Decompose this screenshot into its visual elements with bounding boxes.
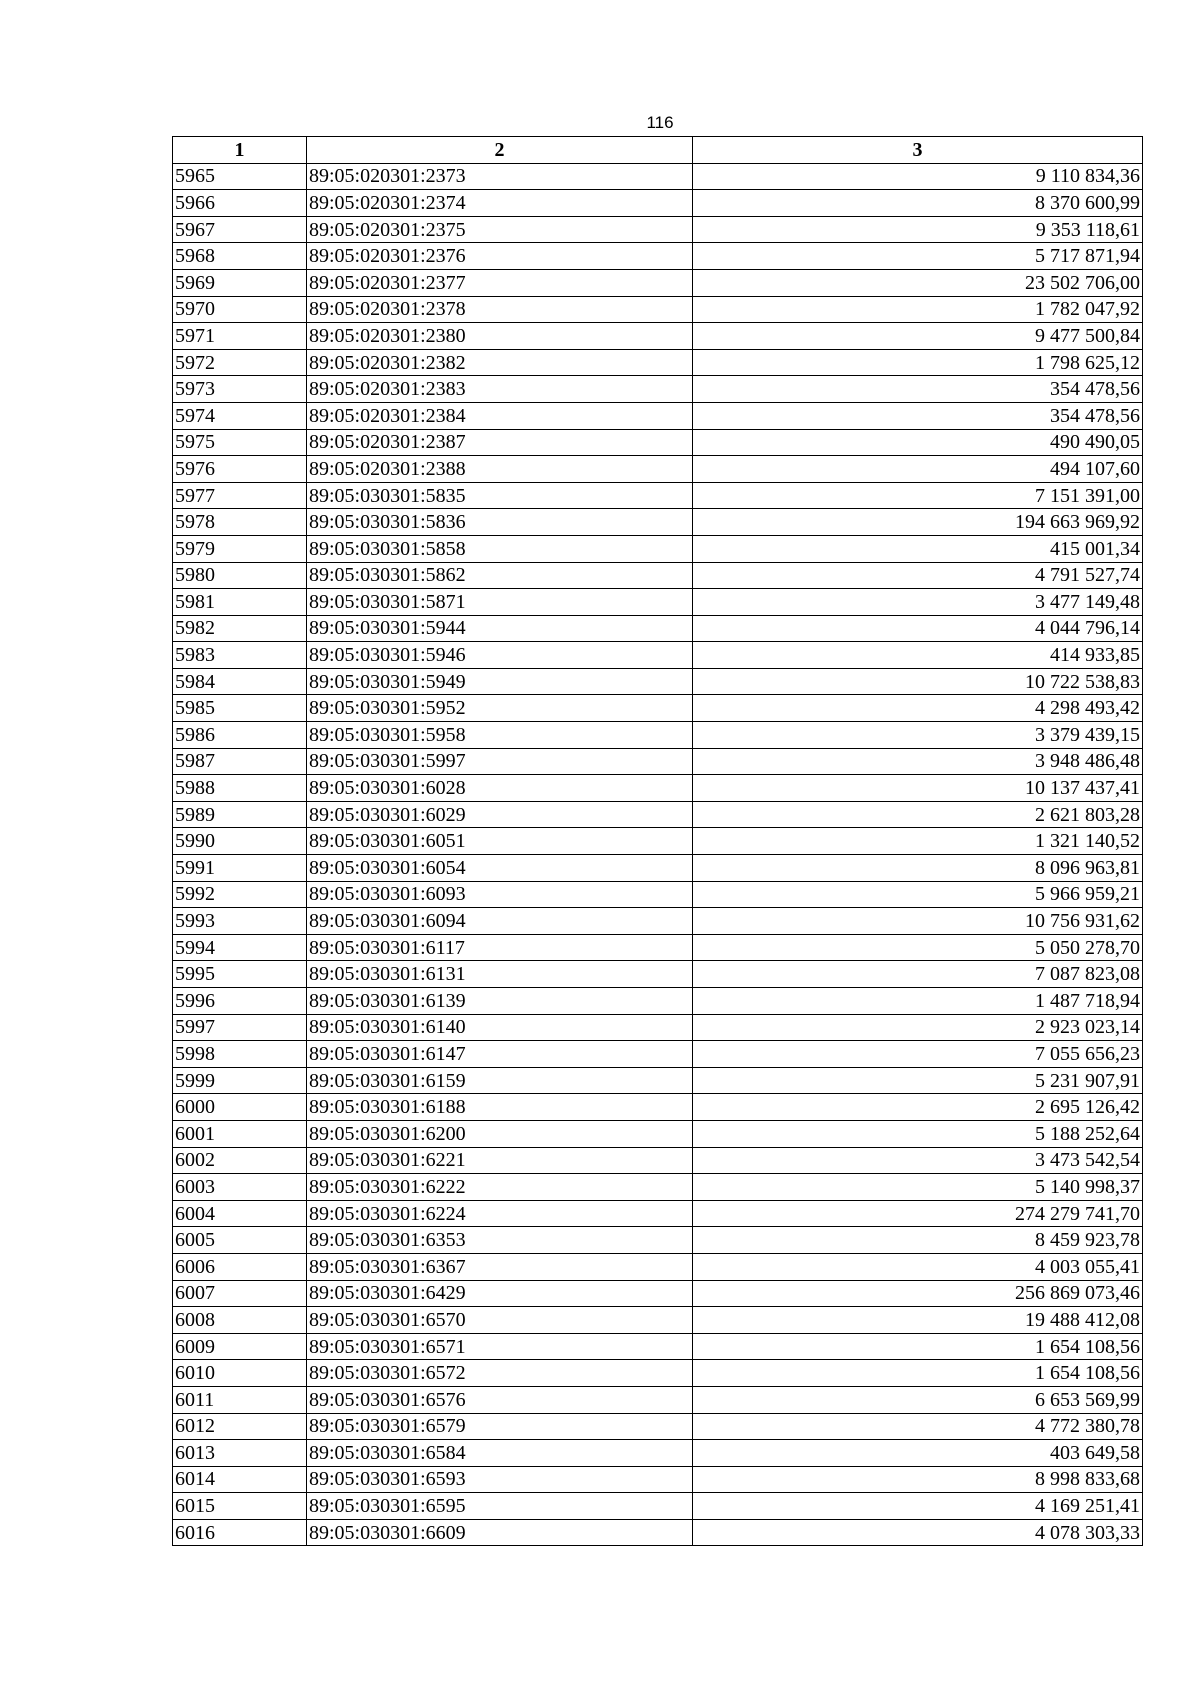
row-number-cell: 5990 [173, 828, 307, 855]
cadastral-value-cell: 3 379 439,15 [693, 722, 1143, 749]
table-row [173, 1440, 1143, 1467]
row-number-cell: 5976 [173, 456, 307, 483]
table-row [173, 1041, 1143, 1068]
table-row [173, 1147, 1143, 1174]
row-number-cell: 5997 [173, 1014, 307, 1041]
row-number-cell: 5965 [173, 163, 307, 190]
row-number-cell: 6000 [173, 1094, 307, 1121]
cadastral-value-cell: 403 649,58 [693, 1440, 1143, 1467]
cadastral-value-table [172, 136, 1143, 1546]
cadastral-number-cell: 89:05:030301:6429 [307, 1280, 693, 1307]
cadastral-value-cell: 1 654 108,56 [693, 1333, 1143, 1360]
cadastral-number-cell: 89:05:030301:6221 [307, 1147, 693, 1174]
cadastral-number-cell: 89:05:020301:2378 [307, 296, 693, 323]
cadastral-number-cell: 89:05:030301:6609 [307, 1519, 693, 1546]
table-row [173, 349, 1143, 376]
row-number-cell: 6013 [173, 1440, 307, 1467]
row-number-cell: 5996 [173, 988, 307, 1015]
cadastral-value-cell: 494 107,60 [693, 456, 1143, 483]
row-number-cell: 5980 [173, 562, 307, 589]
cadastral-value-cell: 274 279 741,70 [693, 1200, 1143, 1227]
cadastral-number-cell: 89:05:030301:5946 [307, 642, 693, 669]
table-row [173, 1280, 1143, 1307]
table-row [173, 722, 1143, 749]
cadastral-number-cell: 89:05:030301:6572 [307, 1360, 693, 1387]
cadastral-value-cell: 3 948 486,48 [693, 748, 1143, 775]
cadastral-value-cell: 1 782 047,92 [693, 296, 1143, 323]
cadastral-value-cell: 2 695 126,42 [693, 1094, 1143, 1121]
table-row [173, 1120, 1143, 1147]
row-number-cell: 5971 [173, 323, 307, 350]
row-number-cell: 5970 [173, 296, 307, 323]
row-number-cell: 5967 [173, 216, 307, 243]
cadastral-number-cell: 89:05:030301:6140 [307, 1014, 693, 1041]
row-number-cell: 5982 [173, 615, 307, 642]
table-row [173, 775, 1143, 802]
table-row [173, 589, 1143, 616]
cadastral-number-cell: 89:05:030301:6131 [307, 961, 693, 988]
cadastral-number-cell: 89:05:030301:5958 [307, 722, 693, 749]
table-row [173, 1386, 1143, 1413]
table-row [173, 961, 1143, 988]
cadastral-value-cell: 4 044 796,14 [693, 615, 1143, 642]
page-number: 116 [646, 113, 674, 132]
cadastral-value-cell: 10 722 538,83 [693, 668, 1143, 695]
cadastral-number-cell: 89:05:030301:5949 [307, 668, 693, 695]
cadastral-value-cell: 8 998 833,68 [693, 1466, 1143, 1493]
table-row [173, 535, 1143, 562]
cadastral-number-cell: 89:05:020301:2375 [307, 216, 693, 243]
cadastral-value-cell: 5 717 871,94 [693, 243, 1143, 270]
table-row [173, 190, 1143, 217]
cadastral-number-cell: 89:05:030301:5997 [307, 748, 693, 775]
row-number-cell: 6012 [173, 1413, 307, 1440]
cadastral-number-cell: 89:05:030301:6028 [307, 775, 693, 802]
row-number-cell: 6002 [173, 1147, 307, 1174]
cadastral-number-cell: 89:05:020301:2387 [307, 429, 693, 456]
cadastral-value-cell: 1 654 108,56 [693, 1360, 1143, 1387]
cadastral-number-cell: 89:05:020301:2384 [307, 402, 693, 429]
row-number-cell: 6001 [173, 1120, 307, 1147]
column-header-1: 1 [173, 137, 307, 164]
row-number-cell: 6014 [173, 1466, 307, 1493]
row-number-cell: 5966 [173, 190, 307, 217]
cadastral-value-cell: 3 473 542,54 [693, 1147, 1143, 1174]
table-body [173, 163, 1143, 1546]
cadastral-value-cell: 4 003 055,41 [693, 1253, 1143, 1280]
cadastral-value-cell: 10 137 437,41 [693, 775, 1143, 802]
cadastral-number-cell: 89:05:020301:2376 [307, 243, 693, 270]
column-header-2: 2 [307, 137, 693, 164]
cadastral-number-cell: 89:05:030301:6570 [307, 1307, 693, 1334]
cadastral-value-cell: 415 001,34 [693, 535, 1143, 562]
row-number-cell: 5993 [173, 908, 307, 935]
row-number-cell: 6011 [173, 1386, 307, 1413]
cadastral-value-cell: 490 490,05 [693, 429, 1143, 456]
cadastral-value-cell: 4 791 527,74 [693, 562, 1143, 589]
cadastral-value-cell: 1 321 140,52 [693, 828, 1143, 855]
cadastral-value-cell: 7 087 823,08 [693, 961, 1143, 988]
cadastral-value-cell: 8 370 600,99 [693, 190, 1143, 217]
cadastral-number-cell: 89:05:020301:2373 [307, 163, 693, 190]
cadastral-number-cell: 89:05:030301:6579 [307, 1413, 693, 1440]
cadastral-number-cell: 89:05:030301:6094 [307, 908, 693, 935]
row-number-cell: 5989 [173, 801, 307, 828]
cadastral-value-cell: 10 756 931,62 [693, 908, 1143, 935]
table-row [173, 1519, 1143, 1546]
cadastral-value-cell: 19 488 412,08 [693, 1307, 1143, 1334]
table-row [173, 801, 1143, 828]
table-row [173, 828, 1143, 855]
cadastral-number-cell: 89:05:030301:6222 [307, 1174, 693, 1201]
row-number-cell: 5977 [173, 482, 307, 509]
table-row [173, 668, 1143, 695]
cadastral-number-cell: 89:05:030301:6571 [307, 1333, 693, 1360]
table-row [173, 1253, 1143, 1280]
row-number-cell: 6010 [173, 1360, 307, 1387]
cadastral-value-cell: 1 798 625,12 [693, 349, 1143, 376]
cadastral-value-cell: 1 487 718,94 [693, 988, 1143, 1015]
cadastral-number-cell: 89:05:030301:6584 [307, 1440, 693, 1467]
table-row [173, 456, 1143, 483]
table-row [173, 1014, 1143, 1041]
table-row [173, 642, 1143, 669]
table-row [173, 323, 1143, 350]
table-row [173, 881, 1143, 908]
cadastral-number-cell: 89:05:030301:5858 [307, 535, 693, 562]
table-row [173, 908, 1143, 935]
cadastral-number-cell: 89:05:030301:5835 [307, 482, 693, 509]
cadastral-number-cell: 89:05:020301:2388 [307, 456, 693, 483]
row-number-cell: 5995 [173, 961, 307, 988]
row-number-cell: 5972 [173, 349, 307, 376]
table-row [173, 402, 1143, 429]
cadastral-value-cell: 9 353 118,61 [693, 216, 1143, 243]
row-number-cell: 6009 [173, 1333, 307, 1360]
row-number-cell: 5979 [173, 535, 307, 562]
cadastral-number-cell: 89:05:020301:2374 [307, 190, 693, 217]
cadastral-number-cell: 89:05:030301:6593 [307, 1466, 693, 1493]
row-number-cell: 5992 [173, 881, 307, 908]
table-row [173, 1360, 1143, 1387]
cadastral-number-cell: 89:05:030301:6029 [307, 801, 693, 828]
cadastral-value-cell: 354 478,56 [693, 376, 1143, 403]
cadastral-value-cell: 4 772 380,78 [693, 1413, 1143, 1440]
cadastral-value-cell: 4 169 251,41 [693, 1493, 1143, 1520]
cadastral-number-cell: 89:05:030301:6224 [307, 1200, 693, 1227]
cadastral-number-cell: 89:05:030301:6188 [307, 1094, 693, 1121]
cadastral-number-cell: 89:05:020301:2377 [307, 269, 693, 296]
cadastral-value-cell: 8 096 963,81 [693, 855, 1143, 882]
table-row [173, 934, 1143, 961]
cadastral-value-cell: 5 966 959,21 [693, 881, 1143, 908]
cadastral-value-cell: 8 459 923,78 [693, 1227, 1143, 1254]
cadastral-number-cell: 89:05:020301:2382 [307, 349, 693, 376]
cadastral-number-cell: 89:05:030301:6367 [307, 1253, 693, 1280]
cadastral-number-cell: 89:05:020301:2380 [307, 323, 693, 350]
table-row [173, 748, 1143, 775]
row-number-cell: 5991 [173, 855, 307, 882]
cadastral-number-cell: 89:05:020301:2383 [307, 376, 693, 403]
cadastral-number-cell: 89:05:030301:6054 [307, 855, 693, 882]
cadastral-number-cell: 89:05:030301:6051 [307, 828, 693, 855]
cadastral-value-cell: 9 477 500,84 [693, 323, 1143, 350]
row-number-cell: 5986 [173, 722, 307, 749]
table-row [173, 1307, 1143, 1334]
table-row [173, 1333, 1143, 1360]
table-row [173, 1466, 1143, 1493]
cadastral-value-cell: 7 055 656,23 [693, 1041, 1143, 1068]
cadastral-number-cell: 89:05:030301:6576 [307, 1386, 693, 1413]
cadastral-number-cell: 89:05:030301:6147 [307, 1041, 693, 1068]
cadastral-number-cell: 89:05:030301:6139 [307, 988, 693, 1015]
cadastral-value-cell: 2 621 803,28 [693, 801, 1143, 828]
cadastral-number-cell: 89:05:030301:5944 [307, 615, 693, 642]
table-row [173, 429, 1143, 456]
row-number-cell: 6006 [173, 1253, 307, 1280]
cadastral-value-cell: 2 923 023,14 [693, 1014, 1143, 1041]
cadastral-value-cell: 194 663 969,92 [693, 509, 1143, 536]
cadastral-value-cell: 4 078 303,33 [693, 1519, 1143, 1546]
table-row [173, 1094, 1143, 1121]
table-row [173, 1413, 1143, 1440]
table-row [173, 163, 1143, 190]
column-header-3: 3 [693, 137, 1143, 164]
cadastral-value-cell: 5 050 278,70 [693, 934, 1143, 961]
cadastral-number-cell: 89:05:030301:6093 [307, 881, 693, 908]
row-number-cell: 5978 [173, 509, 307, 536]
table-row [173, 509, 1143, 536]
row-number-cell: 5981 [173, 589, 307, 616]
row-number-cell: 5968 [173, 243, 307, 270]
cadastral-value-cell: 3 477 149,48 [693, 589, 1143, 616]
row-number-cell: 5969 [173, 269, 307, 296]
cadastral-number-cell: 89:05:030301:5862 [307, 562, 693, 589]
table-row [173, 1067, 1143, 1094]
table-row [173, 695, 1143, 722]
cadastral-value-cell: 23 502 706,00 [693, 269, 1143, 296]
row-number-cell: 6004 [173, 1200, 307, 1227]
row-number-cell: 6005 [173, 1227, 307, 1254]
table-row [173, 562, 1143, 589]
cadastral-value-cell: 256 869 073,46 [693, 1280, 1143, 1307]
table-row [173, 296, 1143, 323]
cadastral-value-cell: 7 151 391,00 [693, 482, 1143, 509]
cadastral-value-cell: 4 298 493,42 [693, 695, 1143, 722]
cadastral-value-cell: 354 478,56 [693, 402, 1143, 429]
row-number-cell: 6015 [173, 1493, 307, 1520]
table-row [173, 615, 1143, 642]
cadastral-number-cell: 89:05:030301:6159 [307, 1067, 693, 1094]
cadastral-number-cell: 89:05:030301:5836 [307, 509, 693, 536]
cadastral-value-cell: 5 231 907,91 [693, 1067, 1143, 1094]
table-row [173, 216, 1143, 243]
table-row [173, 269, 1143, 296]
table-row [173, 1174, 1143, 1201]
row-number-cell: 5973 [173, 376, 307, 403]
cadastral-value-cell: 414 933,85 [693, 642, 1143, 669]
row-number-cell: 5994 [173, 934, 307, 961]
cadastral-value-cell: 9 110 834,36 [693, 163, 1143, 190]
row-number-cell: 6008 [173, 1307, 307, 1334]
table-row [173, 855, 1143, 882]
row-number-cell: 6016 [173, 1519, 307, 1546]
table-row [173, 1227, 1143, 1254]
row-number-cell: 5988 [173, 775, 307, 802]
table-row [173, 1200, 1143, 1227]
table-row [173, 376, 1143, 403]
table-row [173, 482, 1143, 509]
header-row [173, 137, 1143, 164]
cadastral-value-cell: 5 188 252,64 [693, 1120, 1143, 1147]
row-number-cell: 5974 [173, 402, 307, 429]
cadastral-number-cell: 89:05:030301:6200 [307, 1120, 693, 1147]
row-number-cell: 5983 [173, 642, 307, 669]
row-number-cell: 5999 [173, 1067, 307, 1094]
row-number-cell: 5987 [173, 748, 307, 775]
row-number-cell: 5985 [173, 695, 307, 722]
cadastral-number-cell: 89:05:030301:6353 [307, 1227, 693, 1254]
cadastral-number-cell: 89:05:030301:6117 [307, 934, 693, 961]
cadastral-number-cell: 89:05:030301:5871 [307, 589, 693, 616]
row-number-cell: 6003 [173, 1174, 307, 1201]
cadastral-value-cell: 6 653 569,99 [693, 1386, 1143, 1413]
row-number-cell: 5975 [173, 429, 307, 456]
row-number-cell: 5984 [173, 668, 307, 695]
table-row [173, 243, 1143, 270]
row-number-cell: 6007 [173, 1280, 307, 1307]
table-row [173, 988, 1143, 1015]
cadastral-number-cell: 89:05:030301:6595 [307, 1493, 693, 1520]
row-number-cell: 5998 [173, 1041, 307, 1068]
table-header [173, 137, 1143, 164]
cadastral-value-cell: 5 140 998,37 [693, 1174, 1143, 1201]
table-row [173, 1493, 1143, 1520]
cadastral-number-cell: 89:05:030301:5952 [307, 695, 693, 722]
